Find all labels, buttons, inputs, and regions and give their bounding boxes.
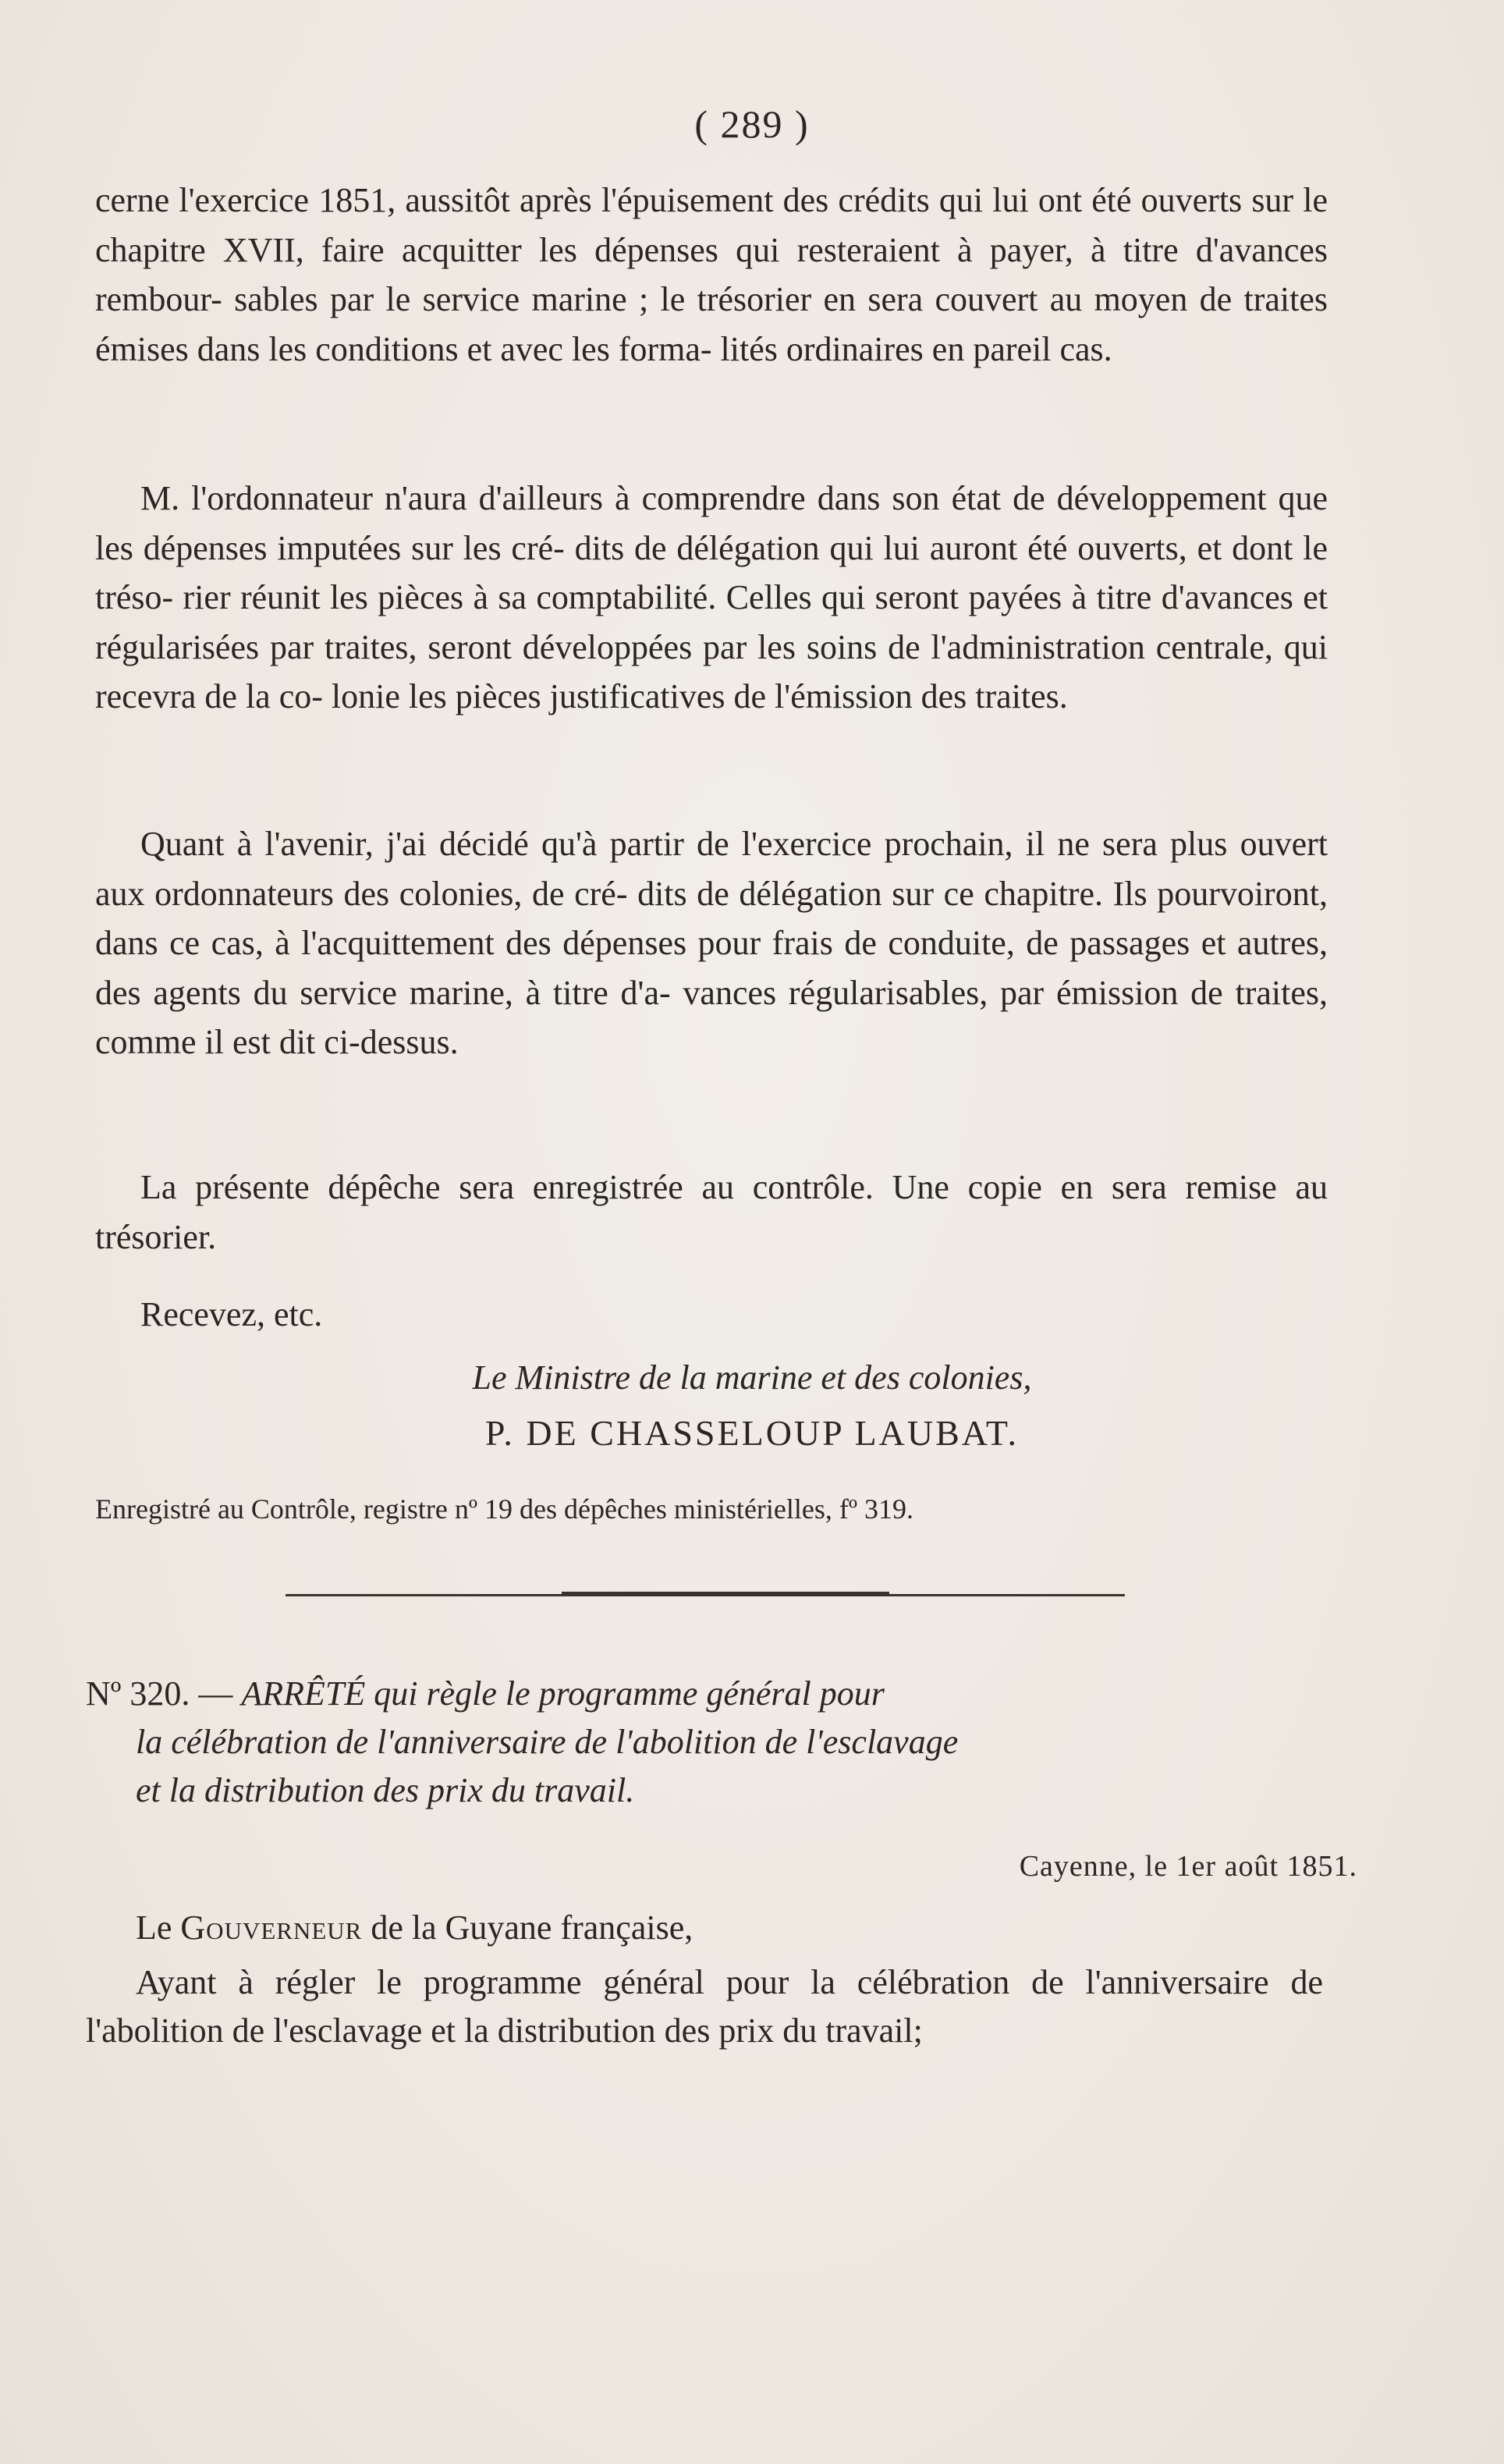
section-divider-thick: [562, 1592, 889, 1596]
page-number: ( 289 ): [694, 102, 810, 146]
governor-line: [86, 1904, 1323, 1952]
decree-title-line-3: et la distribution des prix du travail.: [136, 1771, 635, 1809]
governor-title: Gouverneur: [180, 1908, 363, 1947]
paragraph-1: cerne l'exercice 1851, aussitôt après l'épuisement des crédits qui lui ont été ouverts sur le chapitre XVII, faire acquitter les dépenses qui resteraient à payer, à titre d'avances rembour- sables par le service marine ; le trésorier en sera couvert au moyen de traites émises dans les conditions et avec les forma- lités ordinaires en pareil cas.: [95, 181, 1328, 368]
decree-title-line-2: la célébration de l'anniversaire de l'abolition de l'esclavage: [136, 1723, 959, 1761]
dateline: Cayenne, le 1er août 1851.: [1019, 1850, 1357, 1883]
decree-title-line-1: ARRÊTÉ qui règle le programme général pour: [241, 1674, 885, 1713]
governor-prefix: Le: [136, 1908, 172, 1947]
whereas-clause: Ayant à régler le programme général pour la célébration de l'anniversaire de l'abolition de l'esclavage et la distribution des prix du travail;: [86, 1963, 1323, 2050]
paragraph-4: La présente dépêche sera enregistrée au contrôle. Une copie en sera remise au trésorier.: [95, 1168, 1328, 1256]
minister-title: Le Ministre de la marine et des colonies,: [472, 1358, 1032, 1397]
decree-number: Nº 320. —: [86, 1674, 233, 1713]
governor-suffix: de la Guyane française,: [371, 1908, 693, 1947]
closing-formula: Recevez, etc.: [140, 1295, 323, 1333]
paragraph-2: M. l'ordonnateur n'aura d'ailleurs à comprendre dans son état de développement que les dépenses imputées sur les cré- dits de délégation qui lui auront été ouverts, et dont le tréso- rier réunit les pièces à sa comptabilité. Celles qui seront payées à titre d'avances et régularisées par traites, seront développées par les soins de l'administration centrale, qui recevra de la co- lonie les pièces justificatives de l'émission des traites.: [95, 479, 1328, 715]
registration-note: Enregistré au Contrôle, registre nº 19 des dépêches ministérielles, fº 319.: [95, 1493, 914, 1525]
minister-signature: P. DE CHASSELOUP LAUBAT.: [484, 1413, 1020, 1453]
decree-heading: [86, 1670, 1334, 1815]
paragraph-3: Quant à l'avenir, j'ai décidé qu'à partir de l'exercice prochain, il ne sera plus ouvert aux ordonnateurs des colonies, de cré- dits de délégation sur ce chapitre. Ils pourvoiront, dans ce cas, à l'acquittement des dépenses pour frais de conduite, de passages et autres, des agents du service marine, à titre d'a- vances régularisables, par émission de traites, comme il est dit ci-dessus.: [95, 825, 1328, 1061]
